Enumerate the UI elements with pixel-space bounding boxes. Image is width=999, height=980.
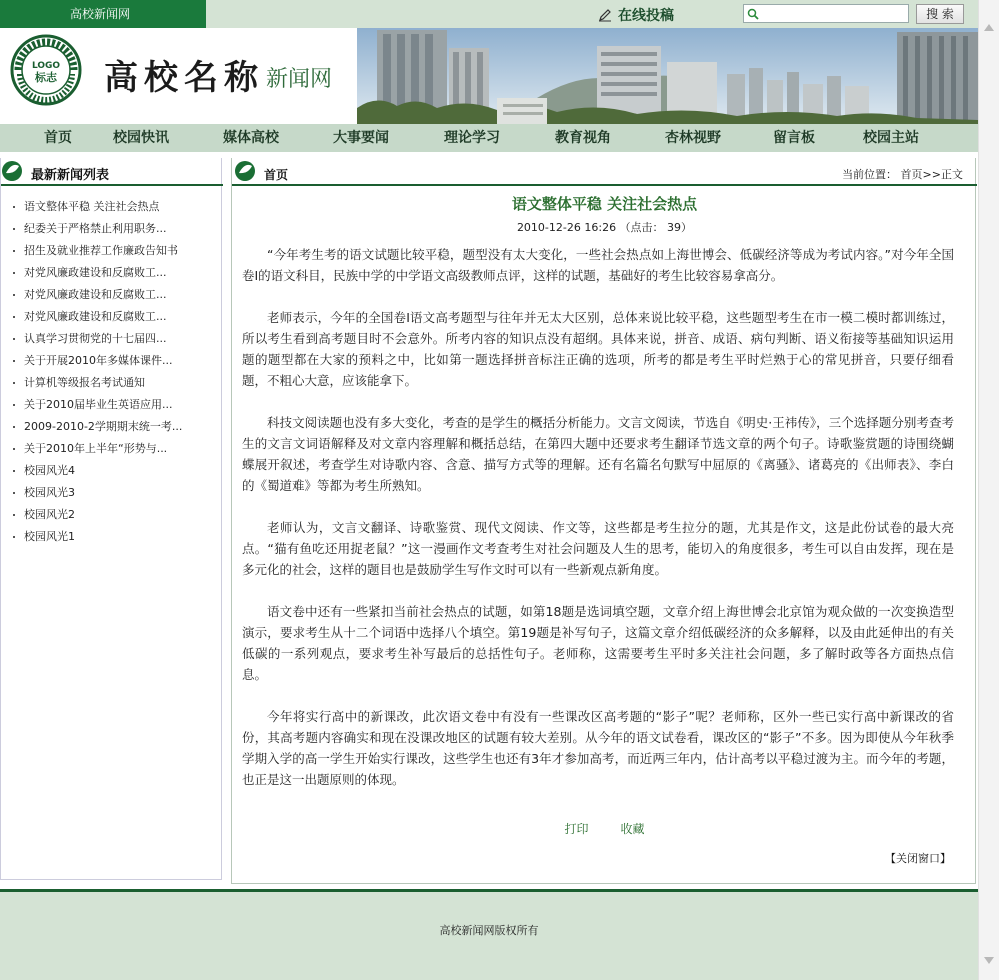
nav-item-theory[interactable]: 理论学习 — [444, 130, 500, 146]
bullet-icon — [13, 426, 15, 428]
news-item-label: 关于2010年上半年“形势与... — [24, 442, 168, 455]
article-paragraph: 语文卷中还有一些紧扣当前社会热点的试题，如第18题是选词填空题，文章介绍上海世博会北京馆为观众做的一次变换造型演示，要求考生从十二个词语中选择八个填空。第19题是补写句子，这篇文章介绍低碳经济的众多解释，以及由此延伸出的有关低碳的一系列观点，要求考生补写最后的总括性句子。老师称，这需要考生平时多关注社会问题，多了解时政等各方面热点信息。 — [242, 604, 954, 682]
news-list-item[interactable] — [13, 394, 182, 416]
article-actions — [232, 820, 977, 837]
main-nav — [0, 124, 978, 152]
favorite-link[interactable]: 收藏 — [620, 822, 645, 836]
bullet-icon — [13, 206, 15, 208]
copyright-text: 高校新闻网版权所有 — [439, 924, 539, 937]
bullet-icon — [13, 250, 15, 252]
nav-item-xinglin[interactable]: 杏林视野 — [665, 130, 721, 146]
news-item-label: 校园风光2 — [24, 508, 75, 521]
scroll-up-arrow-icon[interactable] — [984, 24, 994, 31]
news-list-item[interactable] — [13, 328, 182, 350]
news-item-label: 校园风光4 — [24, 464, 75, 477]
news-item-label: 语文整体平稳 关注社会热点 — [24, 200, 160, 213]
news-list-item[interactable] — [13, 262, 182, 284]
article-paragraph: 今年将实行高中的新课改，此次语文卷中有没有一些课改区高考题的“影子”呢？老师称，区外一些已实行高中新课改的省份，其高考题内容确实和现在没课改地区的试题有较大差别。从今年的语文试卷看，课改区的“影子”不多。因为即使从今年秋季学期入学的高一学生开始实行课改，这些学生也还有3年才参加高考，而近两三年内，估计高考以平稳过渡为主。而今年的考题，也正是这一出题原则的体现。 — [242, 709, 954, 787]
scroll-down-arrow-icon[interactable] — [984, 957, 994, 964]
news-item-label: 认真学习贯彻党的十七届四... — [24, 332, 167, 345]
nav-item-major-events[interactable]: 大事要闻 — [333, 130, 389, 146]
news-list-item[interactable] — [13, 350, 182, 372]
svg-text:LOGO: LOGO — [31, 61, 61, 71]
news-list-item[interactable] — [13, 438, 182, 460]
news-item-label: 校园风光1 — [24, 530, 75, 543]
bullet-icon — [13, 514, 15, 516]
campus-skyline-photo — [357, 28, 978, 124]
school-logo — [10, 34, 82, 106]
site-name-tab[interactable]: 高校新闻网 — [0, 0, 206, 28]
brand-name: 高校名称 — [104, 58, 264, 98]
bullet-icon — [13, 338, 15, 340]
news-item-label: 纪委关于严格禁止利用职务... — [24, 222, 167, 235]
article-paragraph: “今年考生考的语文试题比较平稳，题型没有太大变化，一些社会热点如上海世博会、低碳经济等成为考试内容。”对今年全国卷Ⅰ的语文科目，民族中学的中学语文高级教师点评，这样的试题，基础好的考生比较容易拿高分。 — [242, 247, 954, 283]
nav-item-main-site[interactable]: 校园主站 — [863, 130, 919, 146]
bullet-icon — [13, 228, 15, 230]
news-list-item[interactable] — [13, 240, 182, 262]
svg-text:标志: 标志 — [35, 71, 57, 84]
brand-subtitle: 新闻网 — [266, 67, 333, 92]
search-button[interactable]: 搜 索 — [916, 4, 964, 24]
news-item-label: 对党风廉政建设和反腐败工... — [24, 288, 167, 301]
bullet-icon — [13, 360, 15, 362]
article-paragraph: 老师认为，文言文翻译、诗歌鉴赏、现代文阅读、作文等，这些都是考生拉分的题，尤其是作文，这是此份试卷的最大亮点。“猫有鱼吃还用捉老鼠？”这一漫画作文考查考生对社会问题及人生的思考，能切入的角度很多，考生可以自由发挥，现在是多元化的社会，这样的题目也是鼓励学生写作文时可以有一些新观点新角度。 — [242, 520, 954, 577]
nav-item-education[interactable]: 教育视角 — [555, 130, 611, 146]
article-panel-header — [232, 158, 977, 186]
news-list-item[interactable] — [13, 372, 182, 394]
article-panel — [231, 158, 976, 884]
top-bar — [0, 0, 978, 28]
article-title: 语文整体平稳 关注社会热点 — [511, 195, 698, 213]
news-list-item[interactable] — [13, 416, 182, 438]
sidebar-title: 最新新闻列表 — [31, 168, 110, 183]
news-item-label: 校园风光3 — [24, 486, 75, 499]
news-item-label: 关于开展2010年多媒体课件... — [24, 354, 173, 367]
news-list-item[interactable] — [13, 460, 182, 482]
search-input[interactable] — [743, 4, 909, 23]
bullet-icon — [13, 448, 15, 450]
news-list-item[interactable] — [13, 306, 182, 328]
bullet-icon — [13, 492, 15, 494]
bullet-icon — [13, 272, 15, 274]
latest-news-list — [13, 196, 182, 548]
news-list-item[interactable] — [13, 218, 182, 240]
sidebar-header — [1, 158, 223, 186]
article-meta: 2010-12-26 16:26 （点击： 39） — [516, 221, 693, 234]
news-item-label: 2009-2010-2学期期末统一考... — [24, 420, 183, 433]
article-paragraph: 老师表示，今年的全国卷Ⅰ语文高考题型与往年并无太大区别，总体来说比较平稳，这些题型考生在市一模二模时都训练过，所以考生看到高考题目时不会意外。所考内容的知识点没有超纲。具体来说，拼音、成语、病句判断、语义衔接等基础知识运用题的题型都在大家的预料之中，比如第一题选择拼音标注正确的选项，所考的都是考生平时烂熟于心的常见拼音，只要仔细看题，不粗心大意，应该能拿下。 — [242, 310, 954, 388]
leaf-icon — [234, 160, 256, 182]
news-item-label: 招生及就业推荐工作廉政告知书 — [24, 244, 178, 257]
bullet-icon — [13, 404, 15, 406]
nav-item-home[interactable]: 首页 — [44, 130, 72, 146]
close-window-link[interactable]: 【关闭窗口】 — [885, 852, 951, 865]
news-list-item[interactable] — [13, 196, 182, 218]
bullet-icon — [13, 536, 15, 538]
news-list-item[interactable] — [13, 526, 182, 548]
nav-item-campus-news[interactable]: 校园快讯 — [113, 130, 169, 146]
current-location: 当前位置： 首页>>正文 — [842, 168, 963, 181]
print-link[interactable]: 打印 — [564, 822, 589, 836]
breadcrumb-home[interactable]: 首页 — [264, 168, 289, 182]
bullet-icon — [13, 470, 15, 472]
pen-icon — [598, 8, 612, 22]
news-list-item[interactable] — [13, 482, 182, 504]
news-item-label: 对党风廉政建设和反腐败工... — [24, 266, 167, 279]
online-submit-link[interactable] — [598, 5, 674, 23]
article-paragraph: 科技文阅读题也没有多大变化，考查的是学生的概括分析能力。文言文阅读，节选自《明史·王祎传》，三个选择题分别考查考生的文言文词语解释及对文章内容理解和概括总结，在第四大题中还要求考生翻译节选文章的两个句子。诗歌鉴赏题的诗围绕蝴蝶展开叙述，考查学生对诗歌内容、含意、描写方式等的理解。还有名篇名句默写中屈原的《离骚》、诸葛亮的《出师表》、李白的《蜀道难》等都为考生所熟知。 — [242, 415, 954, 493]
latest-news-sidebar — [0, 158, 222, 880]
news-item-label: 计算机等级报名考试通知 — [24, 376, 145, 389]
vertical-scrollbar[interactable] — [978, 0, 999, 980]
article-body — [242, 244, 954, 811]
footer — [0, 889, 978, 980]
search-icon — [747, 8, 759, 20]
online-submit-label: 在线投稿 — [618, 8, 674, 24]
bullet-icon — [13, 382, 15, 384]
news-list-item[interactable] — [13, 284, 182, 306]
bullet-icon — [13, 316, 15, 318]
news-list-item[interactable] — [13, 504, 182, 526]
nav-item-media[interactable]: 媒体高校 — [223, 130, 279, 146]
nav-item-guestbook[interactable]: 留言板 — [773, 130, 815, 146]
news-item-label: 关于2010届毕业生英语应用... — [24, 398, 173, 411]
bullet-icon — [13, 294, 15, 296]
banner — [0, 28, 978, 124]
news-item-label: 对党风廉政建设和反腐败工... — [24, 310, 167, 323]
leaf-icon — [1, 160, 23, 182]
